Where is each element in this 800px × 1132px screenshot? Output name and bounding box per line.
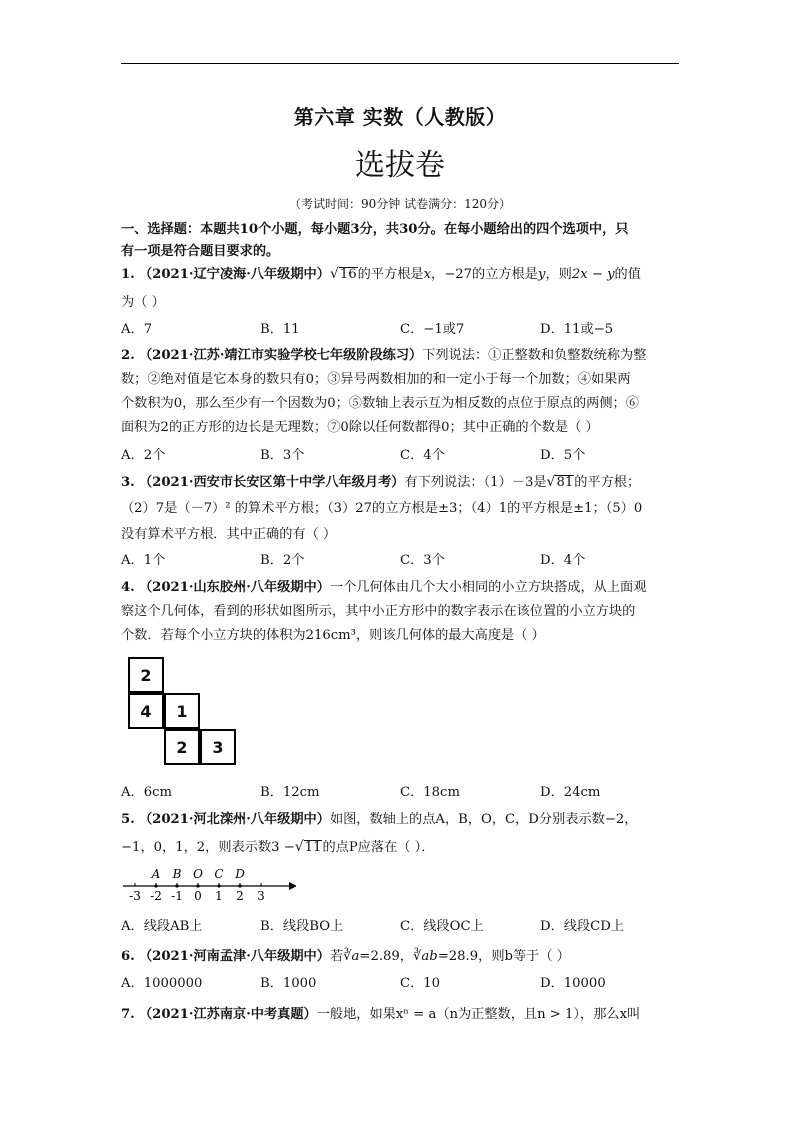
number-line-point-label: C <box>214 867 224 881</box>
q5-option-c[interactable]: C．线段OC上 <box>400 919 484 934</box>
q3-option-a[interactable]: A．1个 <box>121 553 166 568</box>
main-title: 选拔卷 <box>355 148 445 183</box>
q2-line3: 个数积为0，那么至少有一个因数为0；⑤数轴上表示互为相反数的点位于原点的两侧；⑥ <box>121 396 639 411</box>
sqrt-symbol: √ <box>329 266 339 282</box>
q6-line1 <box>121 945 570 964</box>
q4-text: 一个几何体由几个大小相同的小立方块搭成，从上面观 <box>329 580 647 595</box>
sqrt-symbol: √ <box>546 474 556 490</box>
number-line-point <box>196 884 199 887</box>
q5-number-line <box>121 867 296 907</box>
q1-text4: 的值 <box>614 267 641 282</box>
q3-text2: 的平方根； <box>574 475 641 490</box>
q2-line2: 数；②绝对值是它本身的数只有0；③异号两数相加的和一定小于每一个加数；④如果两 <box>121 372 631 387</box>
q1-line2: 为（ ） <box>121 295 165 310</box>
q3-option-c[interactable]: C．3个 <box>400 553 445 568</box>
q1-var-x: x <box>423 267 432 282</box>
q1-source: （2021·辽宁凌海·八年级期中） <box>138 267 330 282</box>
q1-text2: ，−27的立方根是 <box>431 267 538 282</box>
q4-option-a[interactable]: A．6cm <box>121 785 172 800</box>
number-line-point-label: O <box>193 867 203 881</box>
q2-source: （2021·江苏·靖江市实验学校七年级阶段练习） <box>138 348 423 363</box>
number-line-tick-label: -3 <box>129 889 141 903</box>
q2-line1 <box>121 344 646 363</box>
grid-cell: 3 <box>200 729 236 765</box>
arrow-icon <box>289 882 296 890</box>
number-line-tick-label: 2 <box>236 889 244 903</box>
number-line-point <box>217 884 220 887</box>
q2-number: 2. <box>121 348 135 363</box>
q5-number: 5. <box>121 812 135 827</box>
number-line-point-label: D <box>235 867 245 881</box>
q5-text3: 的点P应落在（ ）． <box>322 840 435 855</box>
q1-var-y: y <box>537 267 546 282</box>
grid-cell: 1 <box>164 693 200 729</box>
q6-option-d[interactable]: D．10000 <box>540 976 606 991</box>
q7-line1 <box>121 1003 640 1022</box>
q1-text3: ，则 <box>545 267 572 282</box>
q4-top-view-figure <box>128 657 238 767</box>
q3-source: （2021·西安市长安区第十中学八年级月考） <box>138 475 405 490</box>
q1-option-c[interactable]: C．−1或7 <box>400 322 465 337</box>
number-line-point <box>238 884 241 887</box>
q1-option-a[interactable]: A．7 <box>121 322 153 337</box>
q1-line1 <box>121 263 641 283</box>
q1-option-d[interactable]: D．11或−5 <box>540 322 614 337</box>
q1-radicand: 16 <box>339 267 357 282</box>
q3-line2: （2）7是（－7）² 的算术平方根；（3）27的立方根是±3；（4）1的平方根是±1；（5）0 <box>121 501 643 516</box>
q1-expression: 2x − y <box>571 267 615 282</box>
q6-text3: =28.9，则b等于（ ） <box>437 949 570 964</box>
q4-line1 <box>121 576 646 595</box>
q5-option-a[interactable]: A．线段AB上 <box>121 919 203 934</box>
q1-number: 1. <box>121 267 135 282</box>
q1-option-b[interactable]: B．11 <box>260 322 300 337</box>
q5-source: （2021·河北滦州·八年级期中） <box>138 812 330 827</box>
q5-text2: −1，0，1，2，则表示数3 − <box>121 840 295 855</box>
q5-line1 <box>121 808 637 827</box>
q3-option-b[interactable]: B．2个 <box>260 553 305 568</box>
q6-text2: =2.89， <box>359 949 413 964</box>
header-rule <box>121 63 679 64</box>
number-line-point <box>175 884 178 887</box>
q3-number: 3. <box>121 475 135 490</box>
q4-option-b[interactable]: B．12cm <box>260 785 320 800</box>
number-line-tick-label: -1 <box>171 889 183 903</box>
number-line-tick-label: 1 <box>215 889 223 903</box>
q3-line3: 没有算术平方根．其中正确的有（ ） <box>121 527 337 542</box>
grid-cell: 2 <box>128 657 164 693</box>
q1-text: 的平方根是 <box>357 267 424 282</box>
q6-option-b[interactable]: B．1000 <box>260 976 317 991</box>
q6-cuberoot-ab: ∛ab <box>413 949 438 964</box>
q6-option-c[interactable]: C．10 <box>400 976 441 991</box>
q6-number: 6. <box>121 949 135 964</box>
section-heading-line2: 有一项是符合题目要求的。 <box>121 244 280 259</box>
q3-line1 <box>121 471 640 491</box>
q2-option-d[interactable]: D．5个 <box>540 448 586 463</box>
q4-source: （2021·山东胶州·八年级期中） <box>138 580 330 595</box>
q6-source: （2021·河南孟津·八年级期中） <box>138 949 330 964</box>
q2-option-a[interactable]: A．2个 <box>121 448 166 463</box>
grid-cell: 4 <box>128 693 164 729</box>
q6-text: 若 <box>329 949 344 964</box>
q2-option-b[interactable]: B．3个 <box>260 448 305 463</box>
q6-cuberoot-a: ∛a <box>343 949 360 964</box>
q4-line2: 察这个几何体，看到的形状如图所示，其中小正方形中的数字表示在该位置的小立方块的 <box>121 604 636 619</box>
number-line-point-label: A <box>151 867 161 881</box>
q2-text: 下列说法：①正整数和负整数统称为整 <box>422 348 647 363</box>
q5-radicand: 11 <box>304 840 322 855</box>
sqrt-symbol: √ <box>294 839 304 855</box>
number-line-point <box>154 884 157 887</box>
q2-option-c[interactable]: C．4个 <box>400 448 445 463</box>
section-heading-line1: 一、选择题：本题共10个小题，每小题3分，共30分。在每小题给出的四个选项中，只 <box>121 222 629 237</box>
grid-cell: 2 <box>164 729 200 765</box>
q4-option-c[interactable]: C．18cm <box>400 785 460 800</box>
q7-text: 一般地，如果xⁿ = a（n为正整数，且n > 1），那么x叫 <box>316 1007 641 1022</box>
q4-line3: 个数．若每个小立方块的体积为216cm³，则该几何体的最大高度是（ ） <box>121 628 545 643</box>
q3-text: 有下列说法：（1）－3是 <box>404 475 547 490</box>
q3-radicand: 81 <box>556 475 574 490</box>
number-line-tick-label: -2 <box>150 889 162 903</box>
q2-line4: 面积为2的正方形的边长是无理数；⑦0除以任何数都得0；其中正确的个数是（ ） <box>121 420 599 435</box>
number-line-tick-label: 3 <box>257 889 265 903</box>
q5-option-b[interactable]: B．线段BO上 <box>260 919 344 934</box>
q3-option-d[interactable]: D．4个 <box>540 553 586 568</box>
q5-line2 <box>121 836 434 856</box>
q5-text: 如图，数轴上的点A，B，O，C，D分别表示数−2， <box>329 812 638 827</box>
q7-source: （2021·江苏南京·中考真题） <box>138 1007 317 1022</box>
number-line-tick-label: 0 <box>194 889 202 903</box>
q7-number: 7. <box>121 1007 135 1022</box>
exam-info: （考试时间：90分钟 试卷满分：120分） <box>289 197 511 211</box>
q6-option-a[interactable]: A．1000000 <box>121 976 203 991</box>
number-line-point-label: B <box>172 867 182 881</box>
q4-number: 4. <box>121 580 135 595</box>
q5-option-d[interactable]: D．线段CD上 <box>540 919 624 934</box>
q4-option-d[interactable]: D．24cm <box>540 785 601 800</box>
chapter-title: 第六章 实数（人教版） <box>293 105 507 129</box>
